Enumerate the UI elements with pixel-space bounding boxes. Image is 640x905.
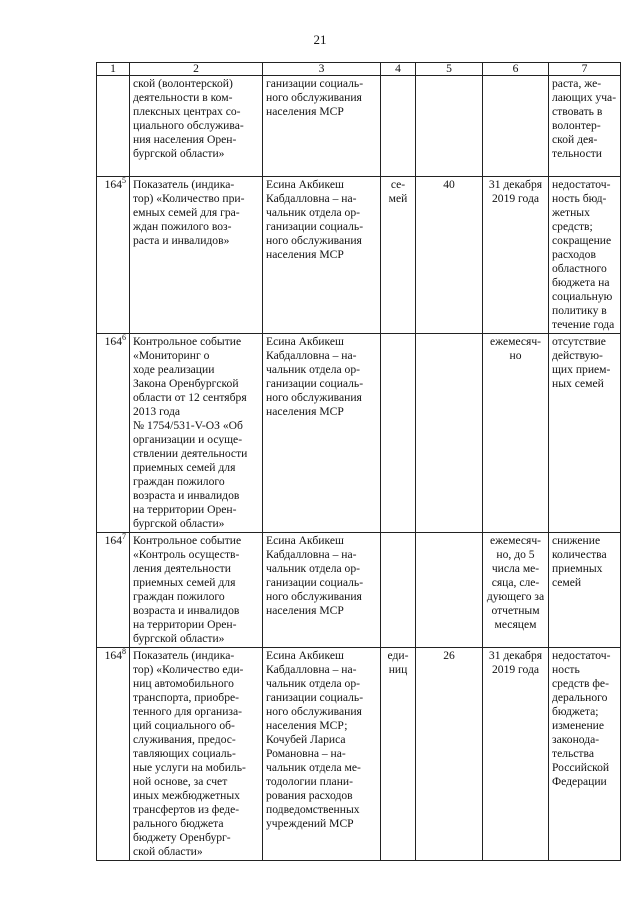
responsible-cell <box>263 177 381 334</box>
risk-text: раста, же- лающих уча- ствовать в волонтер- ской дея- тельности <box>552 77 617 160</box>
col-header-6: 6 <box>483 63 549 76</box>
row-number-cell <box>97 334 130 533</box>
risk-cell <box>549 177 621 334</box>
unit-cell <box>381 334 416 533</box>
responsible-cell <box>263 334 381 533</box>
col-header-5: 5 <box>416 63 483 76</box>
responsible-text: Есина Акбикеш Кабдалловна – на- чальник отдела ор- ганизации социаль- ного обслуживания населения МСР <box>266 534 364 617</box>
row-number: 164 <box>104 649 122 662</box>
table-row <box>97 334 621 533</box>
col-header-4: 4 <box>381 63 416 76</box>
description-text: Контрольное событие «Контроль осуществ- ления деятельности приемных семей для граждан пожилого возраста и инвалидов на территории Орен- бургской области» <box>133 534 242 645</box>
responsible-text: Есина Акбикеш Кабдалловна – на- чальник отдела ор- ганизации социаль- ного обслуживания населения МСР <box>266 335 364 418</box>
row-number-superscript: 8 <box>122 647 126 657</box>
unit-cell <box>381 76 416 177</box>
value-text: 40 <box>443 178 455 191</box>
row-number-superscript: 7 <box>122 532 126 542</box>
value-cell <box>416 648 483 861</box>
unit-cell <box>381 177 416 334</box>
table-row <box>97 648 621 861</box>
col-header-7: 7 <box>549 63 621 76</box>
risk-text: снижение количества приемных семей <box>552 534 607 589</box>
unit-cell <box>381 533 416 648</box>
unit-cell <box>381 648 416 861</box>
row-number-cell <box>97 648 130 861</box>
date-cell <box>483 177 549 334</box>
row-number: 164 <box>104 335 122 348</box>
row-number: 164 <box>104 178 122 191</box>
row-number-cell <box>97 533 130 648</box>
responsible-cell <box>263 648 381 861</box>
col-header-3: 3 <box>263 63 381 76</box>
row-number-cell <box>97 76 130 177</box>
table-row <box>97 177 621 334</box>
date-text: ежемесяч- но, до 5 числа ме- сяца, сле- дующего за отчетным месяцем <box>486 534 545 631</box>
date-cell <box>483 648 549 861</box>
description-cell <box>130 334 263 533</box>
plan-table <box>96 62 621 861</box>
date-text: 31 декабря 2019 года <box>488 178 543 205</box>
value-cell <box>416 334 483 533</box>
description-cell <box>130 533 263 648</box>
risk-cell <box>549 648 621 861</box>
value-text: 26 <box>443 649 455 662</box>
risk-text: недостаточ- ность средств фе- дерального бюджета; изменение законода- тельства Российской Федерации <box>552 649 611 788</box>
risk-text: недостаточ- ность бюд- жетных средств; сокращение расходов областного бюджета на социальную политику в течение года <box>552 178 615 331</box>
responsible-text: Есина Акбикеш Кабдалловна – на- чальник отдела ор- ганизации социаль- ного обслуживания населения МСР <box>266 178 364 261</box>
value-cell <box>416 76 483 177</box>
row-number: 164 <box>104 534 122 547</box>
row-number-cell <box>97 177 130 334</box>
table-row <box>97 533 621 648</box>
col-header-2: 2 <box>130 63 263 76</box>
description-cell <box>130 76 263 177</box>
responsible-cell <box>263 533 381 648</box>
risk-cell <box>549 533 621 648</box>
date-text: ежемесяч- но <box>489 335 542 362</box>
page-number: 21 <box>313 32 327 47</box>
description-text: Контрольное событие «Мониторинг о ходе реализации Закона Оренбургской области от 12 сентября 2013 года № 1754/531-V-ОЗ «Об организации и осуще- ствлении деятельности приемных семей для граждан пожилого возраста и инвалидов на территории Орен- бургской области» <box>133 335 248 530</box>
date-cell <box>483 533 549 648</box>
date-cell <box>483 334 549 533</box>
description-text: ской (волонтерской) деятельности в ком- плексных центрах со- циального обслужива- ния населения Орен- бургской области» <box>133 77 244 160</box>
risk-text: отсутствие действую- щих прием- ных семей <box>552 335 611 390</box>
responsible-cell <box>263 76 381 177</box>
row-number-superscript: 5 <box>122 176 126 186</box>
description-text: Показатель (индика- тор) «Количество еди- ниц автомобильного транспорта, приобре- тенного для организа- ций социального об- служивания, предос- тавляющих социаль- ные услуги на мобиль- ной основе, за счет иных межбюджетных трансфертов из феде- рального бюджета бюджету Оренбург- ской области» <box>133 649 246 858</box>
description-cell <box>130 177 263 334</box>
table-row <box>97 76 621 177</box>
responsible-text: Есина Акбикеш Кабдалловна – на- чальник отдела ор- ганизации социаль- ного обслуживания населения МСР; Кочубей Лариса Романовна – на- чальник отдела ме- тодологии плани- рования расходов подведомственных учреждений МСР <box>266 649 364 830</box>
description-cell <box>130 648 263 861</box>
description-text: Показатель (индика- тор) «Количество при- емных семей для гра- ждан пожилого воз- раста и инвалидов» <box>133 178 245 247</box>
date-cell <box>483 76 549 177</box>
responsible-text: ганизации социаль- ного обслуживания населения МСР <box>266 77 364 118</box>
col-header-1: 1 <box>97 63 130 76</box>
header-row <box>97 63 621 76</box>
value-cell <box>416 177 483 334</box>
row-number-superscript: 6 <box>122 333 126 343</box>
value-cell <box>416 533 483 648</box>
risk-cell <box>549 76 621 177</box>
date-text: 31 декабря 2019 года <box>488 649 543 676</box>
risk-cell <box>549 334 621 533</box>
unit-text: еди- ниц <box>387 649 409 676</box>
unit-text: се- мей <box>388 178 408 205</box>
